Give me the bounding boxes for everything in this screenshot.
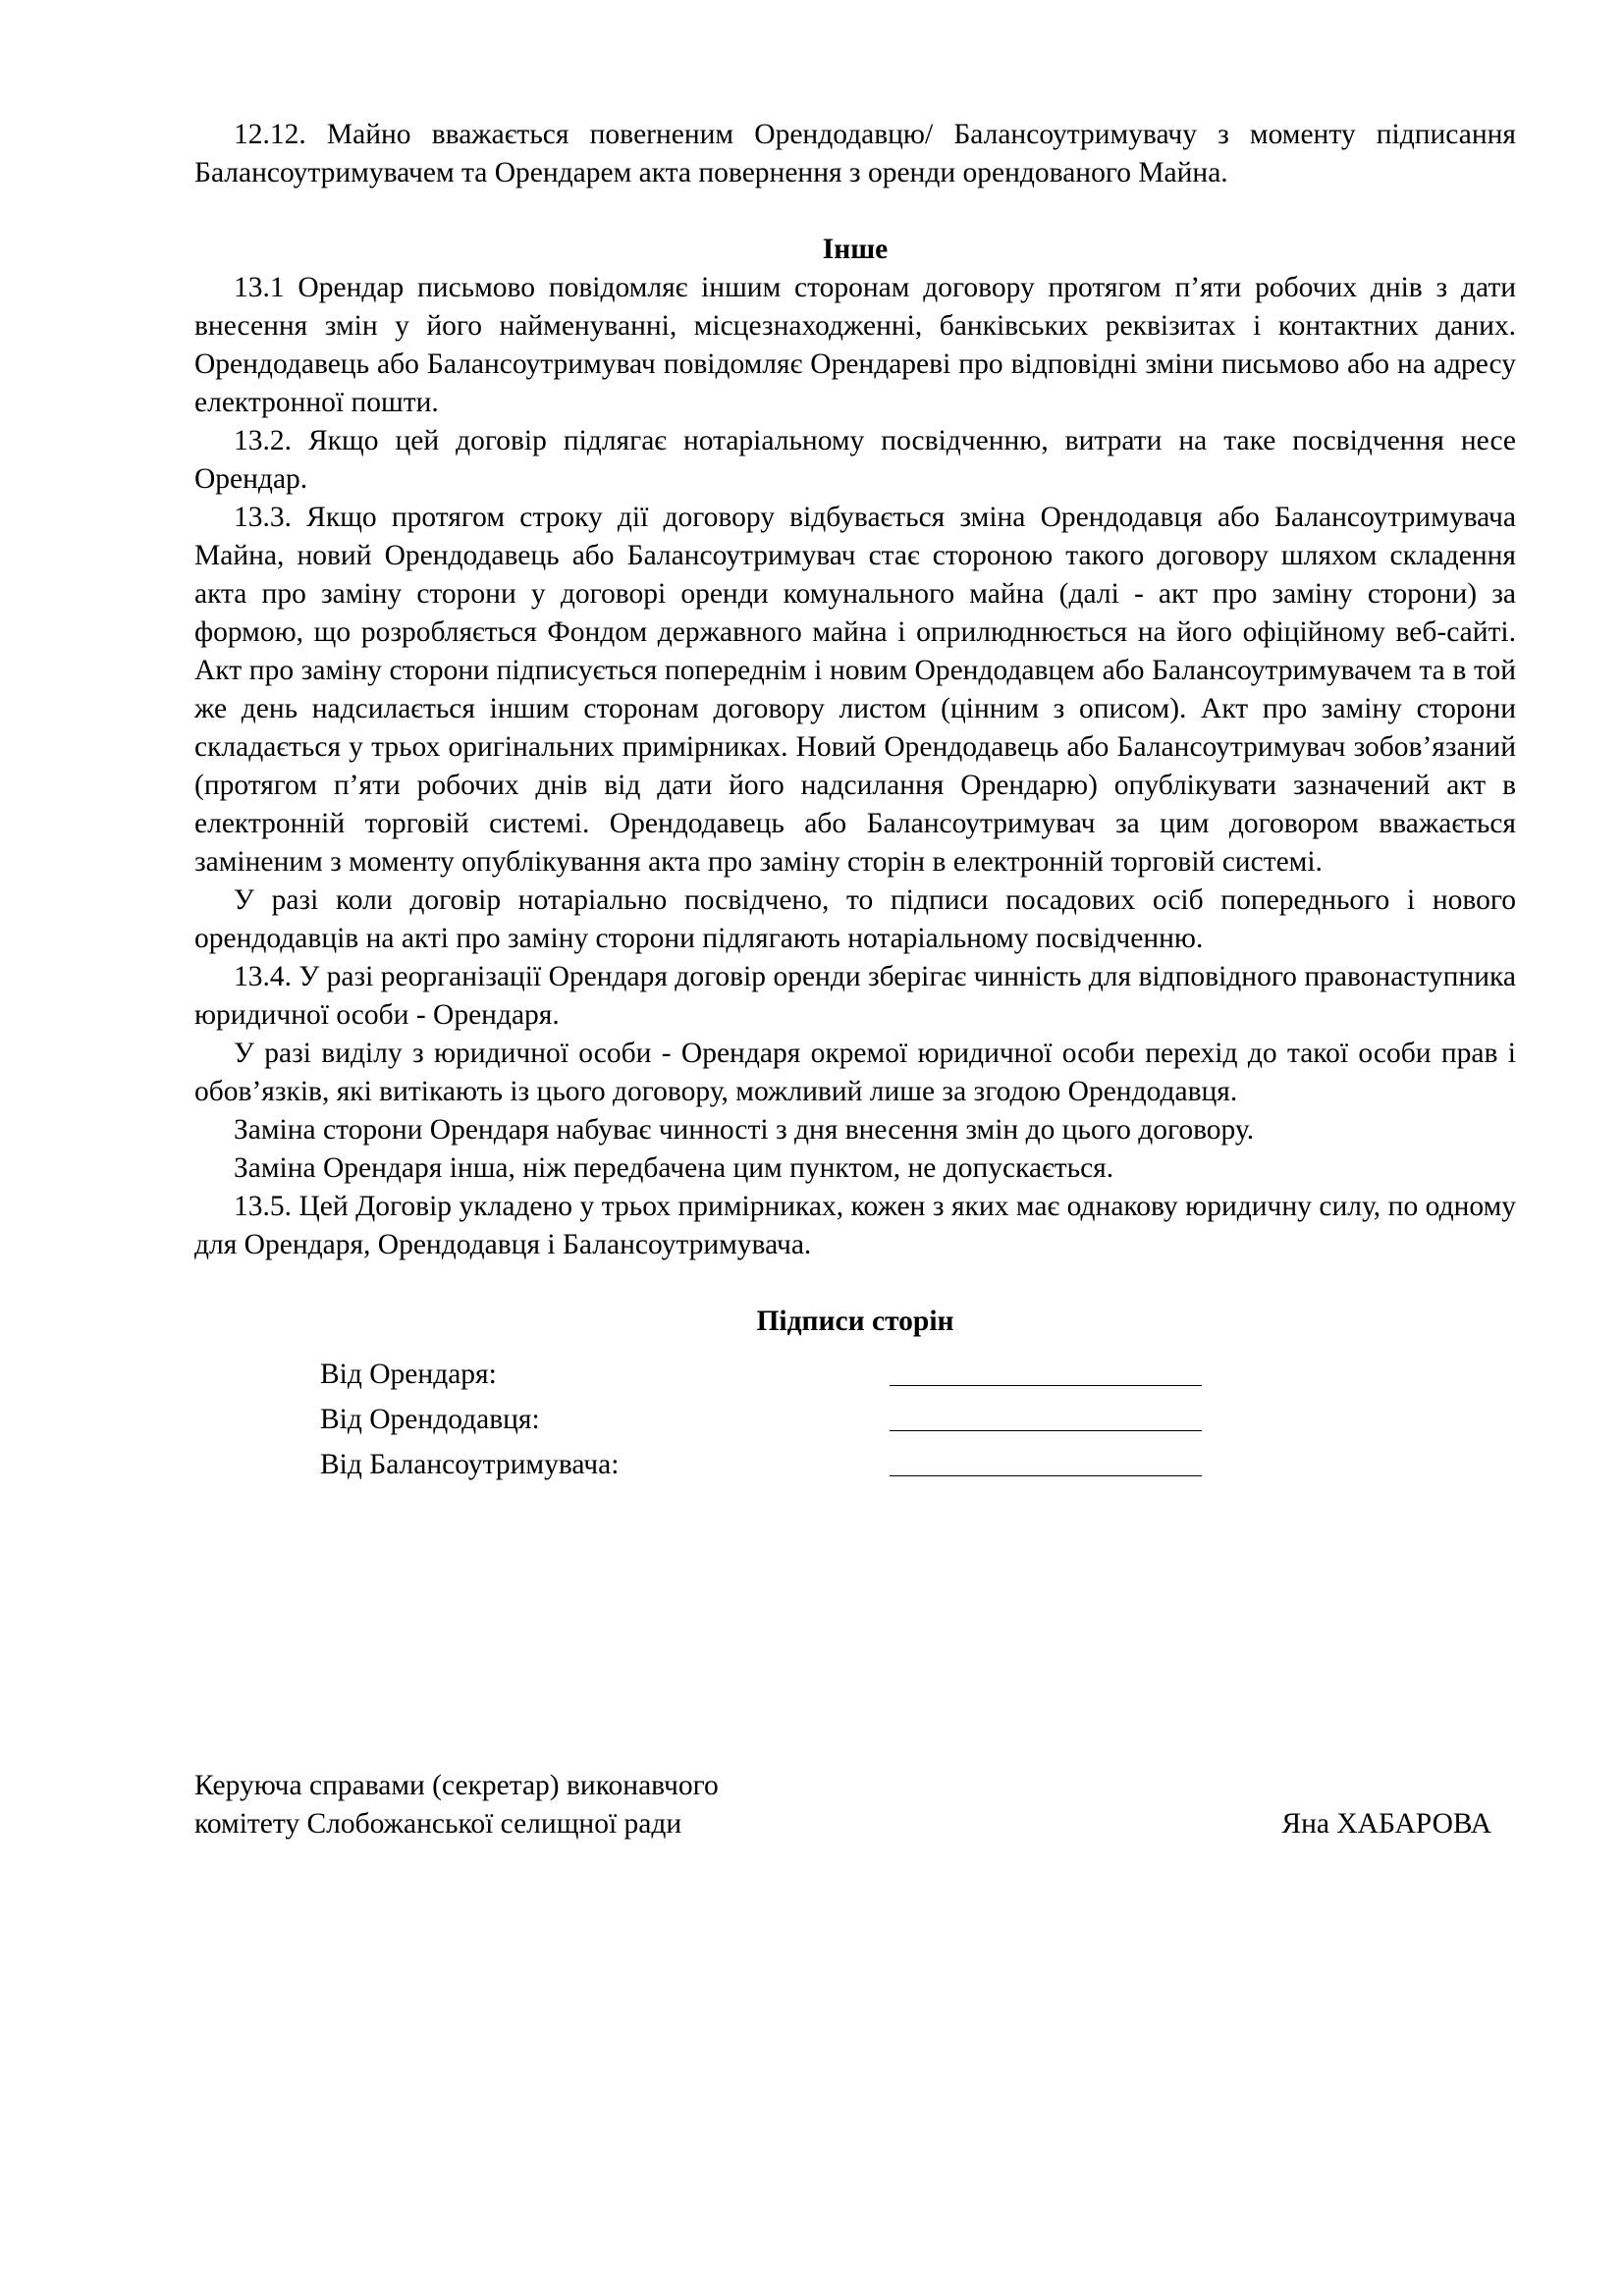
- paragraph-13-4-replacement: Заміна сторони Орендаря набуває чинності з дня внесення змін до цього договору.: [234, 1114, 1255, 1146]
- document-body: [194, 116, 1516, 1484]
- paragraph-13-4-split: У разі виділу з юридичної особи - Орендаря окремої юридичної особи перехід до такої особи прав і обов’язків, які витікають із цього договору, можливий лише за згодою Орендодавця.: [194, 1038, 1516, 1107]
- signer-position-line1: Керуюча справами (секретар) виконавчого: [194, 1770, 719, 1801]
- signatures-block: [320, 1349, 1516, 1484]
- signature-line: [890, 1356, 1202, 1386]
- signature-label: Від Орендодавця:: [320, 1404, 540, 1435]
- signature-line: [890, 1446, 1202, 1476]
- section-title: Інше: [822, 234, 889, 265]
- footer-signature: [194, 1767, 1516, 1843]
- paragraph-13-4: 13.4. У разі реорганізації Орендаря договір оренди зберігає чинність для відповідного правонаступника юридичної особи - Орендаря.: [194, 961, 1516, 1031]
- paragraph-13-2: 13.2. Якщо цей договір підлягає нотаріальному посвідченню, витрати на таке посвідчення несе Орендар.: [194, 425, 1516, 495]
- paragraph-13-3-notary: У разі коли договір нотаріально посвідчено, то підписи посадових осіб попереднього і нового орендодавців на акті про заміну сторони підлягають нотаріальному посвідченню.: [194, 884, 1516, 954]
- paragraph-13-1: 13.1 Орендар письмово повідомляє іншим сторонам договору протягом п’яти робочих днів з дати внесення змін у його найменуванні, місцезнаходженні, банківських реквізитах і контактних даних. Орендодавець або Балансоутримувач повідомляє Орендареві про відповідні зміни письмово або на адресу електронної пошти.: [194, 272, 1516, 418]
- signer-name: Яна ХАБАРОВА: [1281, 1808, 1491, 1840]
- paragraph-13-4-restriction: Заміна Орендаря інша, ніж передбачена цим пунктом, не допускається.: [234, 1152, 1114, 1184]
- signature-label: Від Балансоутримувача:: [320, 1449, 620, 1480]
- signature-label: Від Орендаря:: [320, 1359, 497, 1390]
- signatures-title: Підписи сторін: [756, 1306, 954, 1337]
- signature-line: [890, 1401, 1202, 1431]
- paragraph-13-3: 13.3. Якщо протягом строку дії договору відбувається зміна Орендодавця або Балансоутримувача Майна, новий Орендодавець або Балансоутримувач стає стороною такого договору шляхом складення акта про заміну сторони у договорі оренди комунального майна (далі - акт про заміну сторони) за формою, що розробляється Фондом державного майна і оприлюднюється на його офіційному веб-сайті. Акт про заміну сторони підписується попереднім і новим Орендодавцем або Балансоутримувачем та в той же день надсилається іншим сторонам договору листом (цінним з описом). Акт про заміну сторони складається у трьох оригінальних примірниках. Новий Орендодавець або Балансоутримувач зобов’язаний (протягом п’яти робочих днів від дати його надсилання Орендарю) опублікувати зазначений акт в електронній торговій системі. Орендодавець або Балансоутримувач за цим договором вважається заміненим з моменту опублікування акта про заміну сторін в електронній торговій системі.: [194, 502, 1516, 878]
- signer-position: [194, 1767, 719, 1843]
- signature-row-tenant: [320, 1349, 1516, 1394]
- signature-row-landlord: [320, 1394, 1516, 1439]
- paragraph-12-12: 12.12. Майно вважається повerненим Орендодавцю/ Балансоутримувачу з моменту підписання Балансоутримувачем та Орендарем акта повернення з оренди орендованого Майна.: [194, 119, 1516, 188]
- signature-row-balance-holder: [320, 1439, 1516, 1484]
- signer-position-line2: комітету Слобожанської селищної ради: [194, 1808, 682, 1840]
- paragraph-13-5: 13.5. Цей Договір укладено у трьох примірниках, кожен з яких має однакову юридичну силу, по одному для Орендаря, Орендодавця і Балансоутримувача.: [194, 1191, 1516, 1260]
